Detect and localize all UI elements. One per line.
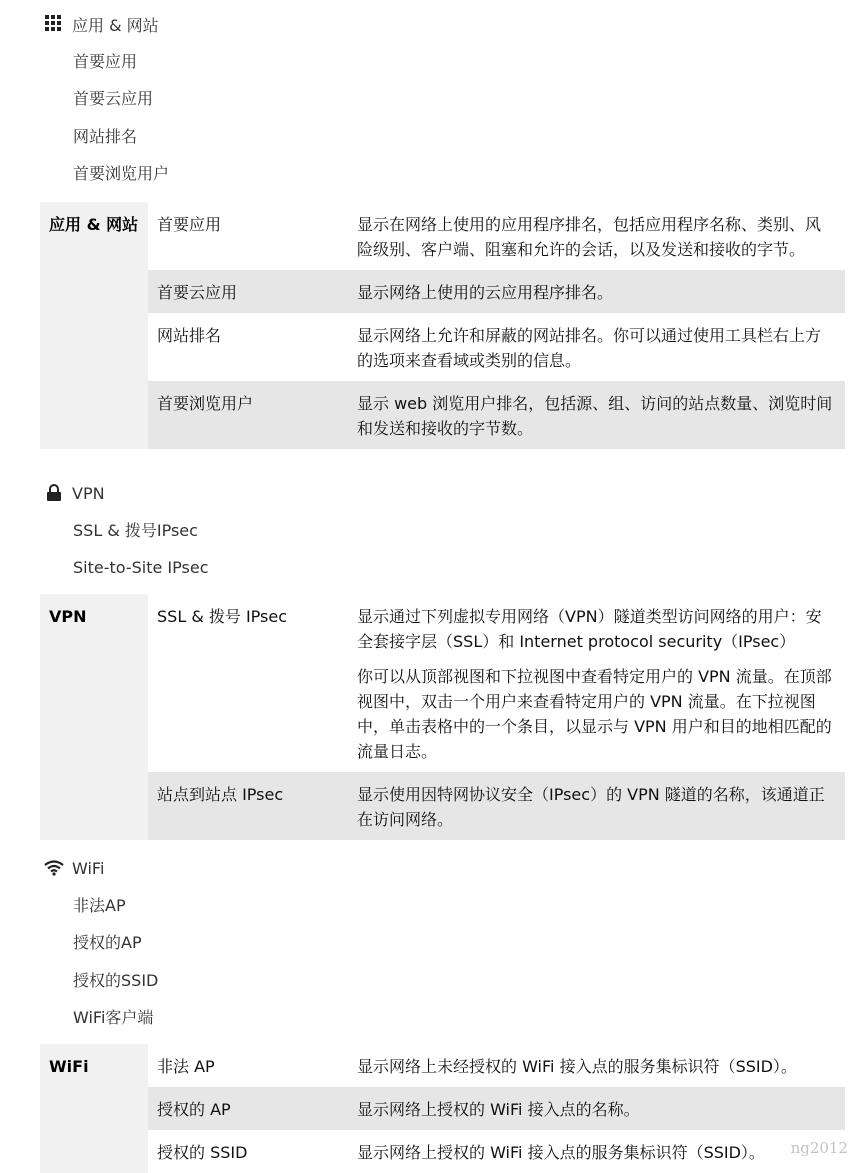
row-description: 显示网络上允许和屏蔽的网站排名。你可以通过使用工具栏右上方的选项来查看域或类别的信息。 (348, 313, 845, 381)
row-description: 显示网络上使用的云应用程序排名。 (348, 270, 845, 313)
row-description: 显示通过下列虚拟专用网络（VPN）隧道类型访问网络的用户：安全套接字层（SSL）和 Internet protocol security（IPsec） 你可以从顶部视图和下拉视图中查看特定用户的 VPN 流量。在顶部视图中，双击一个用户来查看特定用户的 VPN 流量。在下拉视图中，单击表格中的一个条目，以显示与 VPN 用户和目的地相匹配的流量日志。 (348, 594, 845, 772)
row-name: 首要应用 (148, 202, 348, 270)
row-name: 首要浏览用户 (148, 381, 348, 449)
menu-heading-label: 应用 & 网站 (72, 15, 159, 35)
menu-item-website-ranking[interactable]: 网站排名 (73, 127, 138, 146)
menu-item-top-browsing-users[interactable]: 首要浏览用户 (73, 164, 170, 183)
row-name: 非法 AP (148, 1044, 348, 1087)
table-row (40, 772, 845, 840)
menu-item-authorized-ssid[interactable]: 授权的SSID (73, 971, 159, 990)
row-name: 网站排名 (148, 313, 348, 381)
menu-item-ssl-dialup-ipsec[interactable]: SSL & 拨号IPsec (73, 521, 198, 540)
row-description: 显示使用因特网协议安全（IPsec）的 VPN 隧道的名称，该通道正在访问网络。 (348, 772, 845, 840)
table-row (40, 1130, 845, 1173)
table-row (40, 1044, 845, 1087)
menu-heading-apps-websites[interactable] (44, 13, 159, 35)
row-description: 显示网络上授权的 WiFi 接入点的名称。 (348, 1087, 845, 1130)
menu-item-site-to-site-ipsec[interactable]: Site-to-Site IPsec (73, 558, 209, 577)
row-name: 授权的 SSID (148, 1130, 348, 1173)
row-description: 显示网络上未经授权的 WiFi 接入点的服务集标识符（SSID）。 (348, 1044, 845, 1087)
row-description: 显示在网络上使用的应用程序排名，包括应用程序名称、类别、风险级别、客户端、阻塞和允许的会话，以及发送和接收的字节。 (348, 202, 845, 270)
row-name: 首要云应用 (148, 270, 348, 313)
row-description: 显示网络上授权的 WiFi 接入点的服务集标识符（SSID）。 (348, 1130, 845, 1173)
menu-item-wifi-clients[interactable]: WiFi客户端 (73, 1008, 154, 1027)
row-name: 站点到站点 IPsec (148, 772, 348, 840)
table-row (40, 270, 845, 313)
row-name: 授权的 AP (148, 1087, 348, 1130)
menu-item-top-apps[interactable]: 首要应用 (73, 52, 138, 71)
grid-icon (44, 14, 64, 34)
menu-heading-wifi[interactable] (44, 857, 104, 879)
menu-item-rogue-ap[interactable]: 非法AP (73, 896, 126, 915)
table-wifi (40, 1044, 845, 1173)
category-cell: 应用 & 网站 (40, 202, 148, 449)
menu-item-top-cloud-apps[interactable]: 首要云应用 (73, 89, 154, 108)
table-row (40, 594, 845, 772)
lock-icon (44, 483, 64, 503)
wifi-icon (44, 858, 64, 878)
menu-heading-vpn[interactable] (44, 482, 105, 504)
watermark: ng2012 (790, 1139, 848, 1157)
category-cell: WiFi (40, 1044, 148, 1173)
table-row (40, 1087, 845, 1130)
menu-item-authorized-ap[interactable]: 授权的AP (73, 933, 142, 952)
table-row (40, 381, 845, 449)
menu-heading-label: WiFi (72, 858, 105, 878)
table-row (40, 202, 845, 270)
table-vpn (40, 594, 845, 840)
menu-heading-label: VPN (72, 483, 105, 503)
row-name: SSL & 拨号 IPsec (148, 594, 348, 772)
category-cell: VPN (40, 594, 148, 840)
table-row (40, 313, 845, 381)
row-description: 显示 web 浏览用户排名，包括源、组、访问的站点数量、浏览时间和发送和接收的字节数。 (348, 381, 845, 449)
table-apps-websites (40, 202, 845, 449)
